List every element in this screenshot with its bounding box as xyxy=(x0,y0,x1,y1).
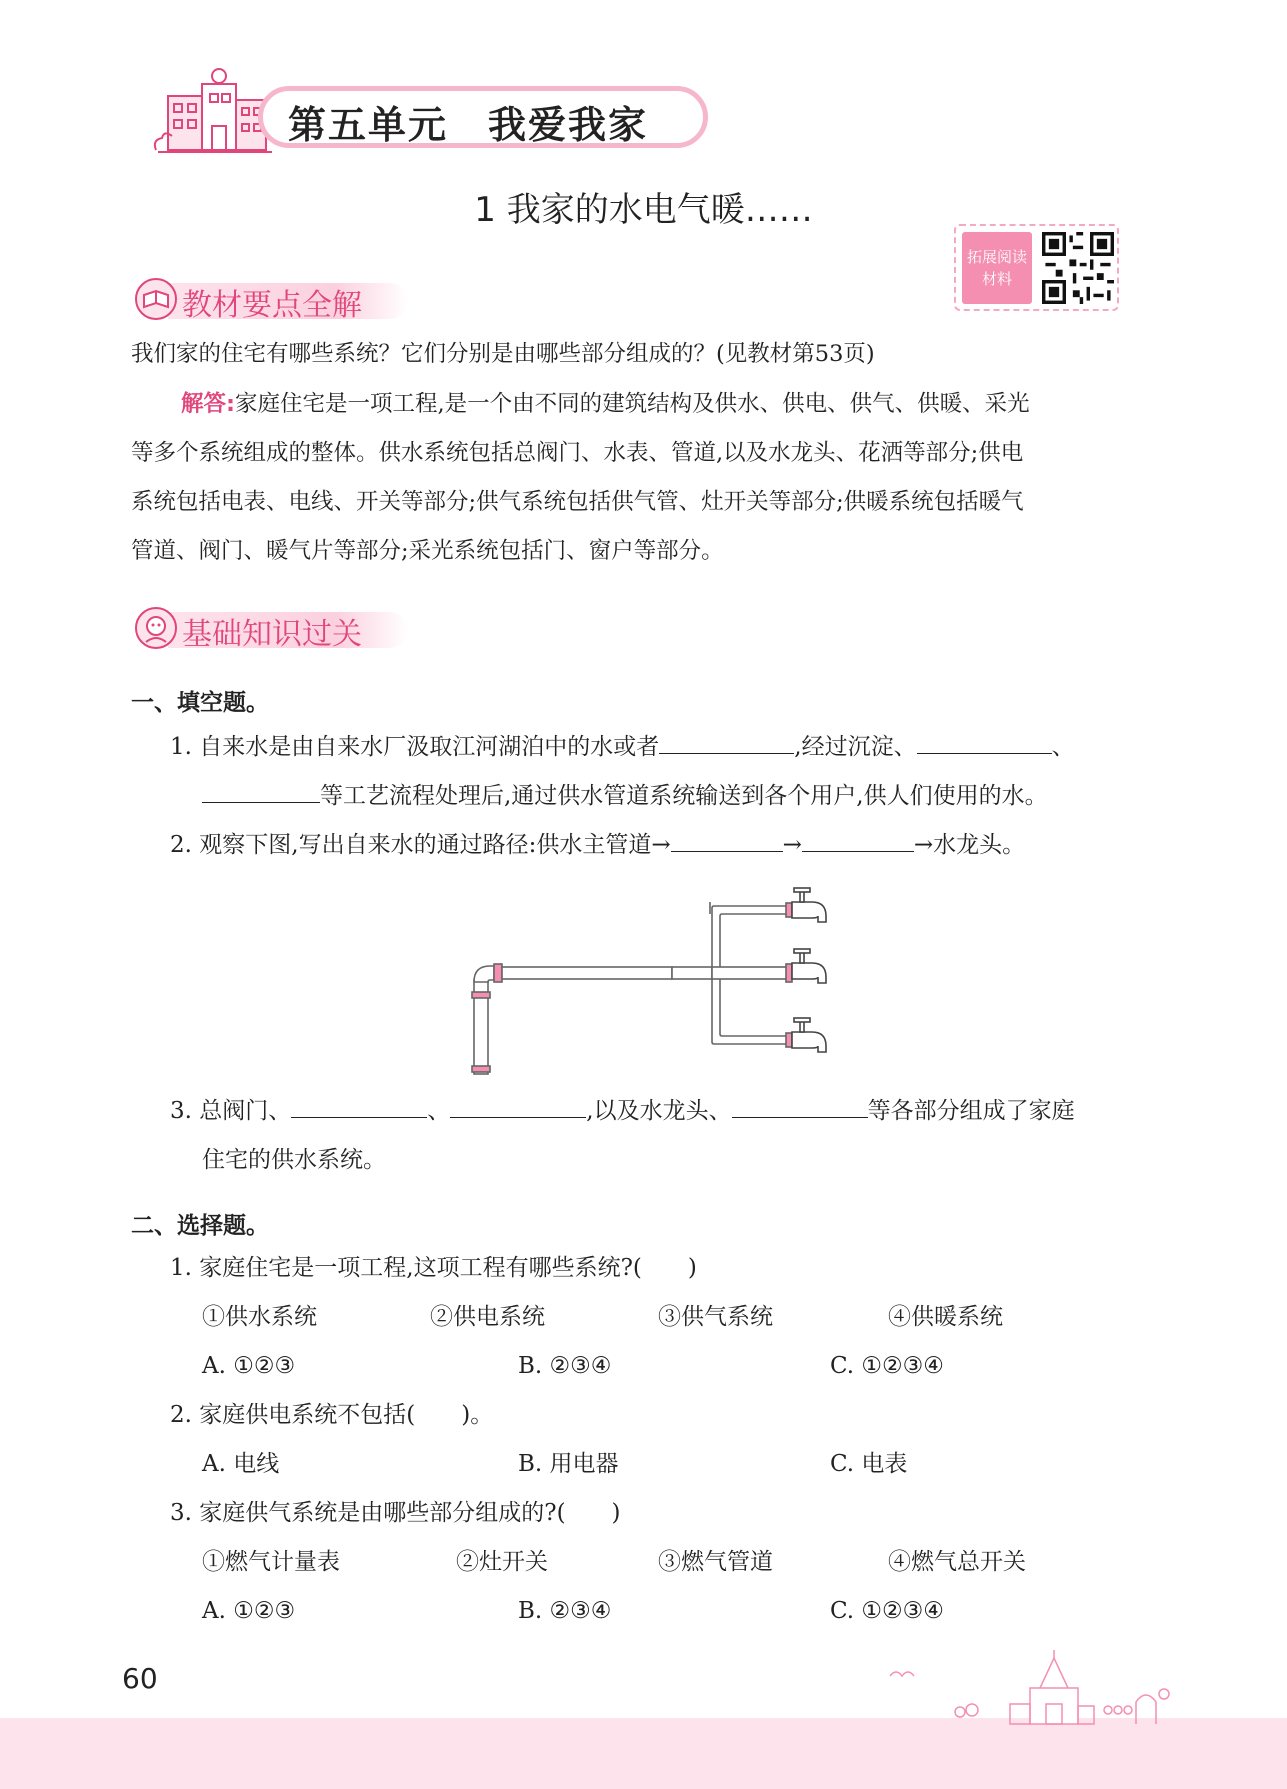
choice-q2-option-b[interactable]: B. 用电器 xyxy=(518,1451,619,1477)
choice-q3-option-c[interactable]: C. ①②③④ xyxy=(830,1598,944,1624)
fill-q3-line2: 住宅的供水系统。 xyxy=(202,1147,386,1173)
textbook-question: 我们家的住宅有哪些系统？它们分别是由哪些部分组成的？(见教材第53页) xyxy=(131,341,875,367)
castle-decoration-icon xyxy=(880,1648,1170,1728)
choice-q1: 1. 家庭住宅是一项工程,这项工程有哪些系统?( ) xyxy=(170,1255,697,1281)
choice-q2-option-c[interactable]: C. 电表 xyxy=(830,1451,908,1477)
water-pipe-diagram xyxy=(460,870,840,1080)
qr-label-line1: 拓展阅读 xyxy=(966,248,1027,266)
fill-q1-line1: 1. 自来水是由自来水厂汲取江河湖泊中的水或者 ,经过沉淀、 、 xyxy=(170,723,1075,771)
book-mascot-icon xyxy=(132,275,180,323)
answer-label: 解答: xyxy=(181,391,235,417)
fill-q3-blank-3[interactable] xyxy=(732,1091,868,1118)
fill-q1-blank-2[interactable] xyxy=(917,727,1052,754)
fill-blank-title: 一、填空题。 xyxy=(131,690,269,716)
answer-line-2: 等多个系统组成的整体。供水系统包括总阀门、水表、管道,以及水龙头、花洒等部分;供电 xyxy=(131,440,1024,466)
choice-q1-item-2: ②供电系统 xyxy=(430,1304,545,1330)
choice-q3-option-a[interactable]: A. ①②③ xyxy=(202,1598,296,1624)
choice-title: 二、选择题。 xyxy=(131,1213,269,1239)
qr-card[interactable] xyxy=(954,224,1119,311)
choice-q3-item-1: ①燃气计量表 xyxy=(202,1549,340,1575)
fill-q3-blank-1[interactable] xyxy=(291,1091,427,1118)
choice-q1-option-a[interactable]: A. ①②③ xyxy=(202,1353,296,1379)
unit-title: 第五单元 我爱我家 xyxy=(288,102,649,147)
footer-band xyxy=(0,1718,1287,1789)
fill-q1-blank-3[interactable] xyxy=(202,776,320,803)
student-mascot-icon xyxy=(132,604,180,652)
choice-q1-item-4: ④供暖系统 xyxy=(888,1304,1003,1330)
answer-line-3: 系统包括电表、电线、开关等部分;供气系统包括供气管、灶开关等部分;供暖系统包括暖气 xyxy=(131,489,1024,515)
choice-q1-item-1: ①供水系统 xyxy=(202,1304,317,1330)
answer-line-1 xyxy=(181,380,1030,429)
answer-text-1: 家庭住宅是一项工程,是一个由不同的建筑结构及供水、供电、供气、供暖、采光 xyxy=(235,391,1030,417)
fill-q2-blank-1[interactable] xyxy=(671,825,783,852)
unit-banner xyxy=(148,80,718,160)
choice-q3-item-3: ③燃气管道 xyxy=(658,1549,773,1575)
choice-q3-item-2: ②灶开关 xyxy=(456,1549,548,1575)
choice-q2-option-a[interactable]: A. 电线 xyxy=(202,1451,280,1477)
faucet-icons xyxy=(792,888,826,1052)
choice-q3: 3. 家庭供气系统是由哪些部分组成的?( ) xyxy=(170,1500,621,1526)
section-heading-text: 基础知识过关 xyxy=(182,617,362,652)
fill-q1-line2: 等工艺流程处理后,通过供水管道系统输送到各个用户,供人们使用的水。 xyxy=(202,772,1048,820)
fill-q1-blank-1[interactable] xyxy=(659,727,794,754)
choice-q3-option-b[interactable]: B. ②③④ xyxy=(518,1598,612,1624)
fill-q3-line1: 3. 总阀门、 、 ,以及水龙头、 等各部分组成了家庭 xyxy=(170,1087,1075,1135)
section-heading-text: 教材要点全解 xyxy=(182,288,362,323)
section-heading-basics xyxy=(132,604,432,650)
answer-line-4: 管道、阀门、暖气片等部分;采光系统包括门、窗户等部分。 xyxy=(131,538,724,564)
choice-q1-option-b[interactable]: B. ②③④ xyxy=(518,1353,612,1379)
choice-q2: 2. 家庭供电系统不包括( )。 xyxy=(170,1402,494,1428)
fill-q3-blank-2[interactable] xyxy=(450,1091,586,1118)
fill-q2: 2. 观察下图,写出自来水的通过路径:供水主管道→ → →水龙头。 xyxy=(170,821,1025,869)
qr-label-line2: 材料 xyxy=(981,270,1012,288)
choice-q1-item-3: ③供气系统 xyxy=(658,1304,773,1330)
fill-q2-blank-2[interactable] xyxy=(802,825,914,852)
section-heading-key-points xyxy=(132,275,432,321)
page-number: 60 xyxy=(122,1662,158,1695)
qr-label xyxy=(962,232,1032,304)
lesson-title: 1 我家的水电气暖…… xyxy=(474,190,813,230)
choice-q1-option-c[interactable]: C. ①②③④ xyxy=(830,1353,944,1379)
qr-code-icon[interactable] xyxy=(1042,232,1114,304)
choice-q3-item-4: ④燃气总开关 xyxy=(888,1549,1026,1575)
